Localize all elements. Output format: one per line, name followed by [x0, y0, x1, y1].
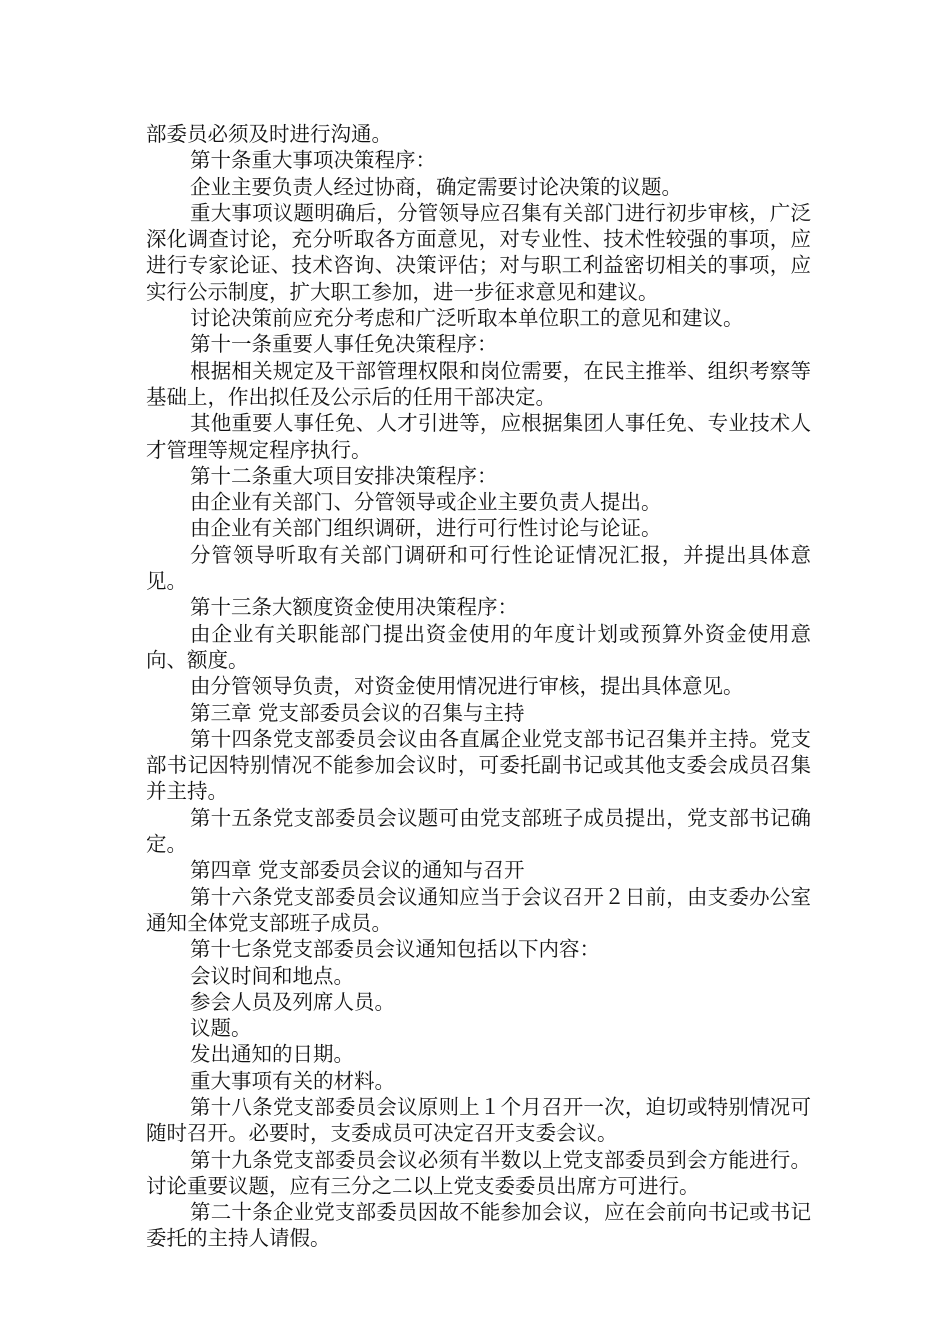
document-paragraph: 议题。	[190, 1016, 252, 1041]
document-paragraph: 由企业有关部门、分管领导或企业主要负责人提出。	[190, 490, 662, 515]
document-paragraph: 由企业有关部门组织调研，进行可行性讨论与论证。	[190, 516, 662, 541]
document-paragraph: 根据相关规定及干部管理权限和岗位需要，在民主推举、组织考察等基础上，作出拟任及公示后的任用干部决定。	[146, 358, 811, 409]
document-paragraph: 参会人员及列席人员。	[190, 989, 395, 1014]
document-paragraph: 第二十条企业党支部委员因故不能参加会议，应在会前向书记或书记委托的主持人请假。	[146, 1200, 811, 1251]
document-paragraph: 第十四条党支部委员会议由各直属企业党支部书记召集并主持。党支部书记因特别情况不能参加会议时，可委托副书记或其他支委会成员召集并主持。	[146, 726, 811, 804]
document-paragraph: 部委员必须及时进行沟通。	[146, 122, 392, 146]
document-paragraph: 其他重要人事任免、人才引进等，应根据集团人事任免、专业技术人才管理等规定程序执行。	[146, 411, 811, 462]
document-paragraph: 第三章 党支部委员会议的召集与主持	[190, 700, 525, 725]
document-paragraph: 第十七条党支部委员会议通知包括以下内容：	[190, 937, 600, 962]
document-paragraph: 重大事项议题明确后，分管领导应召集有关部门进行初步审核，广泛深化调查讨论，充分听取各方面意见，对专业性、技术性较强的事项，应进行专家论证、技术咨询、决策评估；对与职工利益密切相关的事项，应实行公示制度，扩大职工参加，进一步征求意见和建议。	[146, 200, 811, 304]
document-paragraph: 讨论决策前应充分考虑和广泛听取本单位职工的意见和建议。	[190, 306, 744, 331]
document-body	[146, 121, 811, 1252]
document-paragraph: 第十九条党支部委员会议必须有半数以上党支部委员到会方能进行。讨论重要议题，应有三分之二以上党支委委员出席方可进行。	[146, 1147, 811, 1198]
document-paragraph: 由分管领导负责，对资金使用情况进行审核，提出具体意见。	[190, 674, 744, 699]
document-paragraph: 重大事项有关的材料。	[190, 1068, 395, 1093]
document-paragraph: 第十八条党支部委员会议原则上１个月召开一次，迫切或特别情况可随时召开。必要时，支委成员可决定召开支委会议。	[146, 1094, 811, 1146]
document-paragraph: 第十六条党支部委员会议通知应当于会议召开２日前，由支委办公室通知全体党支部班子成员。	[146, 884, 811, 935]
document-paragraph: 第十条重大事项决策程序：	[190, 148, 436, 173]
document-paragraph: 第十五条党支部委员会议题可由党支部班子成员提出，党支部书记确定。	[146, 805, 811, 857]
document-paragraph: 第十三条大额度资金使用决策程序：	[190, 595, 518, 620]
document-paragraph: 分管领导听取有关部门调研和可行性论证情况汇报，并提出具体意见。	[146, 542, 811, 594]
document-paragraph: 第十二条重大项目安排决策程序：	[190, 463, 498, 488]
document-paragraph: 发出通知的日期。	[190, 1042, 354, 1067]
document-paragraph: 第四章 党支部委员会议的通知与召开	[190, 858, 525, 883]
document-paragraph: 第十一条重要人事任免决策程序：	[190, 332, 498, 357]
document-paragraph: 企业主要负责人经过协商，确定需要讨论决策的议题。	[190, 174, 682, 199]
document-paragraph: 由企业有关职能部门提出资金使用的年度计划或预算外资金使用意向、额度。	[146, 621, 811, 672]
document-paragraph: 会议时间和地点。	[190, 963, 354, 988]
